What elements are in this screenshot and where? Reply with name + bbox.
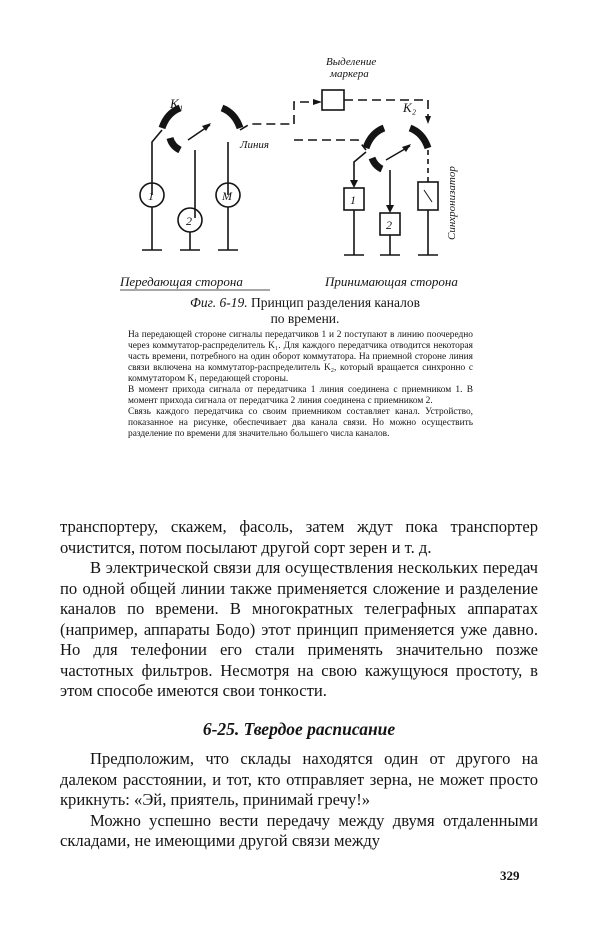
receiver-1 xyxy=(344,188,364,210)
marker-extraction-box xyxy=(322,90,344,110)
transmitter-2 xyxy=(178,208,202,232)
commutator-k2 xyxy=(366,128,428,169)
figure-title-line2: по времени. xyxy=(270,311,340,326)
svg-text:Выделение: Выделение xyxy=(326,56,377,68)
synchronizer-label: Синхронизатор xyxy=(446,166,458,240)
k1-label: K₁ xyxy=(170,96,184,111)
svg-text:M: M xyxy=(222,189,232,203)
svg-text:2: 2 xyxy=(386,218,392,232)
svg-text:1: 1 xyxy=(148,189,154,203)
caption-paragraph: Связь каждого передатчика со своим приемником составляет канал. Устройство, показанное на рисунке, обеспечивает два канала связи. Но можно осуществить разделение по времени для значительно большего числа каналов. xyxy=(128,407,473,439)
line-label: Линия xyxy=(240,139,270,151)
section-heading: 6-25. Твердое расписание xyxy=(202,718,396,739)
receive-side-label: Принимающая сторона xyxy=(325,274,458,289)
synchronizer xyxy=(418,182,438,210)
receiver-2 xyxy=(380,213,400,235)
caption-paragraph: В момент прихода сигнала от передатчика 1 линия соединена с приемником 1. В момент прихода сигнала от передатчика 2 линия соединена с приемником 2. xyxy=(128,385,473,406)
svg-text:1: 1 xyxy=(350,193,356,207)
time-division-diagram xyxy=(110,50,500,300)
paragraph: В электрической связи для осуществления нескольких передач по одной общей линии также применяется сложение и разделение каналов по времени. В многократных телеграфных аппаратах (например, аппараты Бодо) этот принцип применяется уже давно. Но для телефонии его стали применять значительно позже частотных фильтров. Несмотря на свою кажущуюся простоту, в этом способе имеются свои тонкости. xyxy=(60,558,538,700)
transmit-side-label: Передающая сторона xyxy=(120,274,243,289)
figure-caption-body xyxy=(128,330,473,440)
figure-caption-title xyxy=(120,295,490,327)
figure-title-line1: Принцип разделения каналов xyxy=(250,295,420,310)
paragraph: Предположим, что склады находятся один от другого на далеком расстоянии, и тот, кто отправляет зерна, не может просто крикнуть: «Эй, приятель, принимай гречу!» xyxy=(60,749,538,809)
page-number: 329 xyxy=(500,868,520,883)
svg-text:маркера: маркера xyxy=(330,68,369,80)
k2-label: K₂ xyxy=(403,100,417,115)
paragraph: транспортеру, скажем, фасоль, затем ждут пока транспортер очистится, потом посылают другой сорт зерен и т. д. xyxy=(60,517,538,557)
paragraph: Можно успешно вести передачу между двумя отдаленными складами, не имеющими другой связи между xyxy=(60,810,538,850)
caption-paragraph: На передающей стороне сигналы передатчиков 1 и 2 поступают в линию поочередно через коммутатор-распределитель K₁. Для каждого передатчика отводится некоторая часть времени, потребного на один оборот коммутатора. На приемной стороне линия связи включена на коммутатор-распределитель K₂, который вращается синхронно с коммутатором K₁ передающей стороны. xyxy=(128,330,473,384)
figure-label: Фиг. 6-19. xyxy=(190,295,248,310)
main-text xyxy=(60,517,538,852)
svg-text:2: 2 xyxy=(186,214,192,228)
